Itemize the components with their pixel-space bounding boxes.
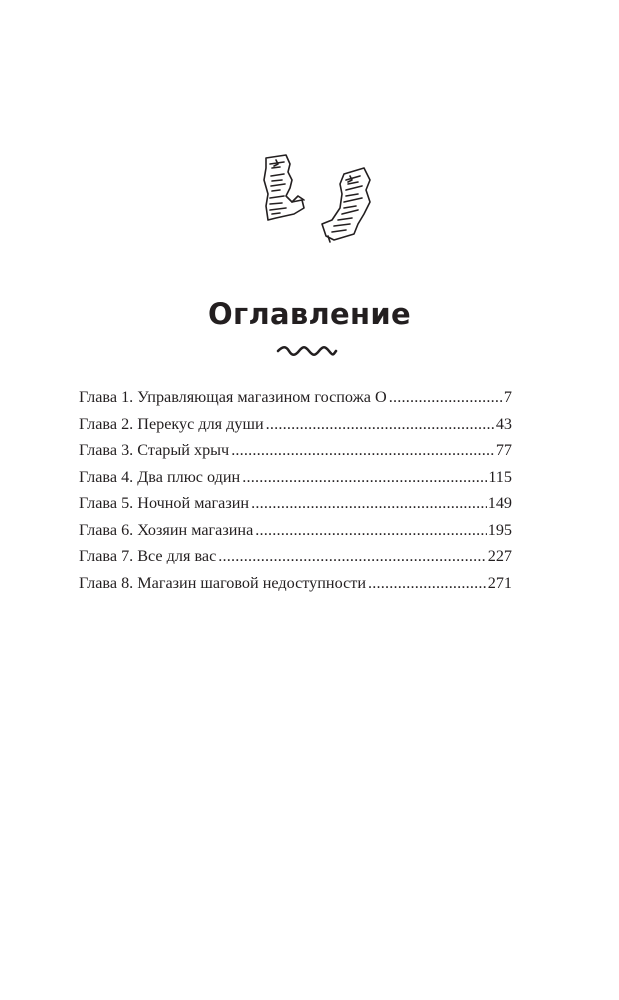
toc-page-number: 149: [487, 494, 512, 512]
toc-page-number: 77: [495, 441, 512, 459]
toc-entry-title: Глава 4. Два плюс один: [79, 467, 241, 486]
toc-page-number: 43: [495, 414, 512, 433]
toc-entry-title: Глава 2. Перекус для души: [79, 414, 264, 433]
toc-entry-title: Глава 7. Все для вас: [79, 547, 217, 565]
dot-leader: [255, 517, 486, 544]
wavy-line-icon: [275, 345, 339, 359]
page-title: Оглавление: [208, 297, 411, 331]
dot-leader: [218, 543, 486, 570]
dot-leader: [266, 411, 495, 438]
toc-list: [79, 384, 512, 596]
receipts-icon: [246, 150, 386, 250]
toc-page-number: 195: [487, 520, 512, 539]
dot-leader: [389, 384, 503, 411]
toc-entry[interactable]: [79, 570, 512, 597]
toc-entry[interactable]: [79, 517, 512, 544]
toc-page-number: 7: [503, 388, 512, 406]
toc-entry-title: Глава 3. Старый хрыч: [79, 441, 230, 459]
toc-entry[interactable]: [79, 437, 512, 464]
toc-entry-title: Глава 8. Магазин шаговой недоступности: [79, 573, 366, 592]
toc-entry[interactable]: [79, 384, 512, 411]
dot-leader: [242, 464, 487, 491]
toc-page-number: 115: [488, 467, 512, 486]
toc-entry[interactable]: [79, 543, 512, 570]
toc-entry[interactable]: [79, 490, 512, 517]
dot-leader: [251, 490, 487, 517]
dot-leader: [231, 437, 495, 464]
toc-entry[interactable]: [79, 411, 512, 438]
toc-entry-title: Глава 1. Управляющая магазином госпожа О: [79, 388, 387, 406]
toc-page-number: 271: [487, 573, 512, 592]
toc-page-number: 227: [487, 547, 512, 565]
toc-entry-title: Глава 6. Хозяин магазина: [79, 520, 254, 539]
toc-entry[interactable]: [79, 464, 512, 491]
left-receipt-icon: [264, 155, 304, 220]
right-receipt-icon: [322, 168, 370, 242]
toc-entry-title: Глава 5. Ночной магазин: [79, 494, 250, 512]
dot-leader: [368, 570, 487, 597]
